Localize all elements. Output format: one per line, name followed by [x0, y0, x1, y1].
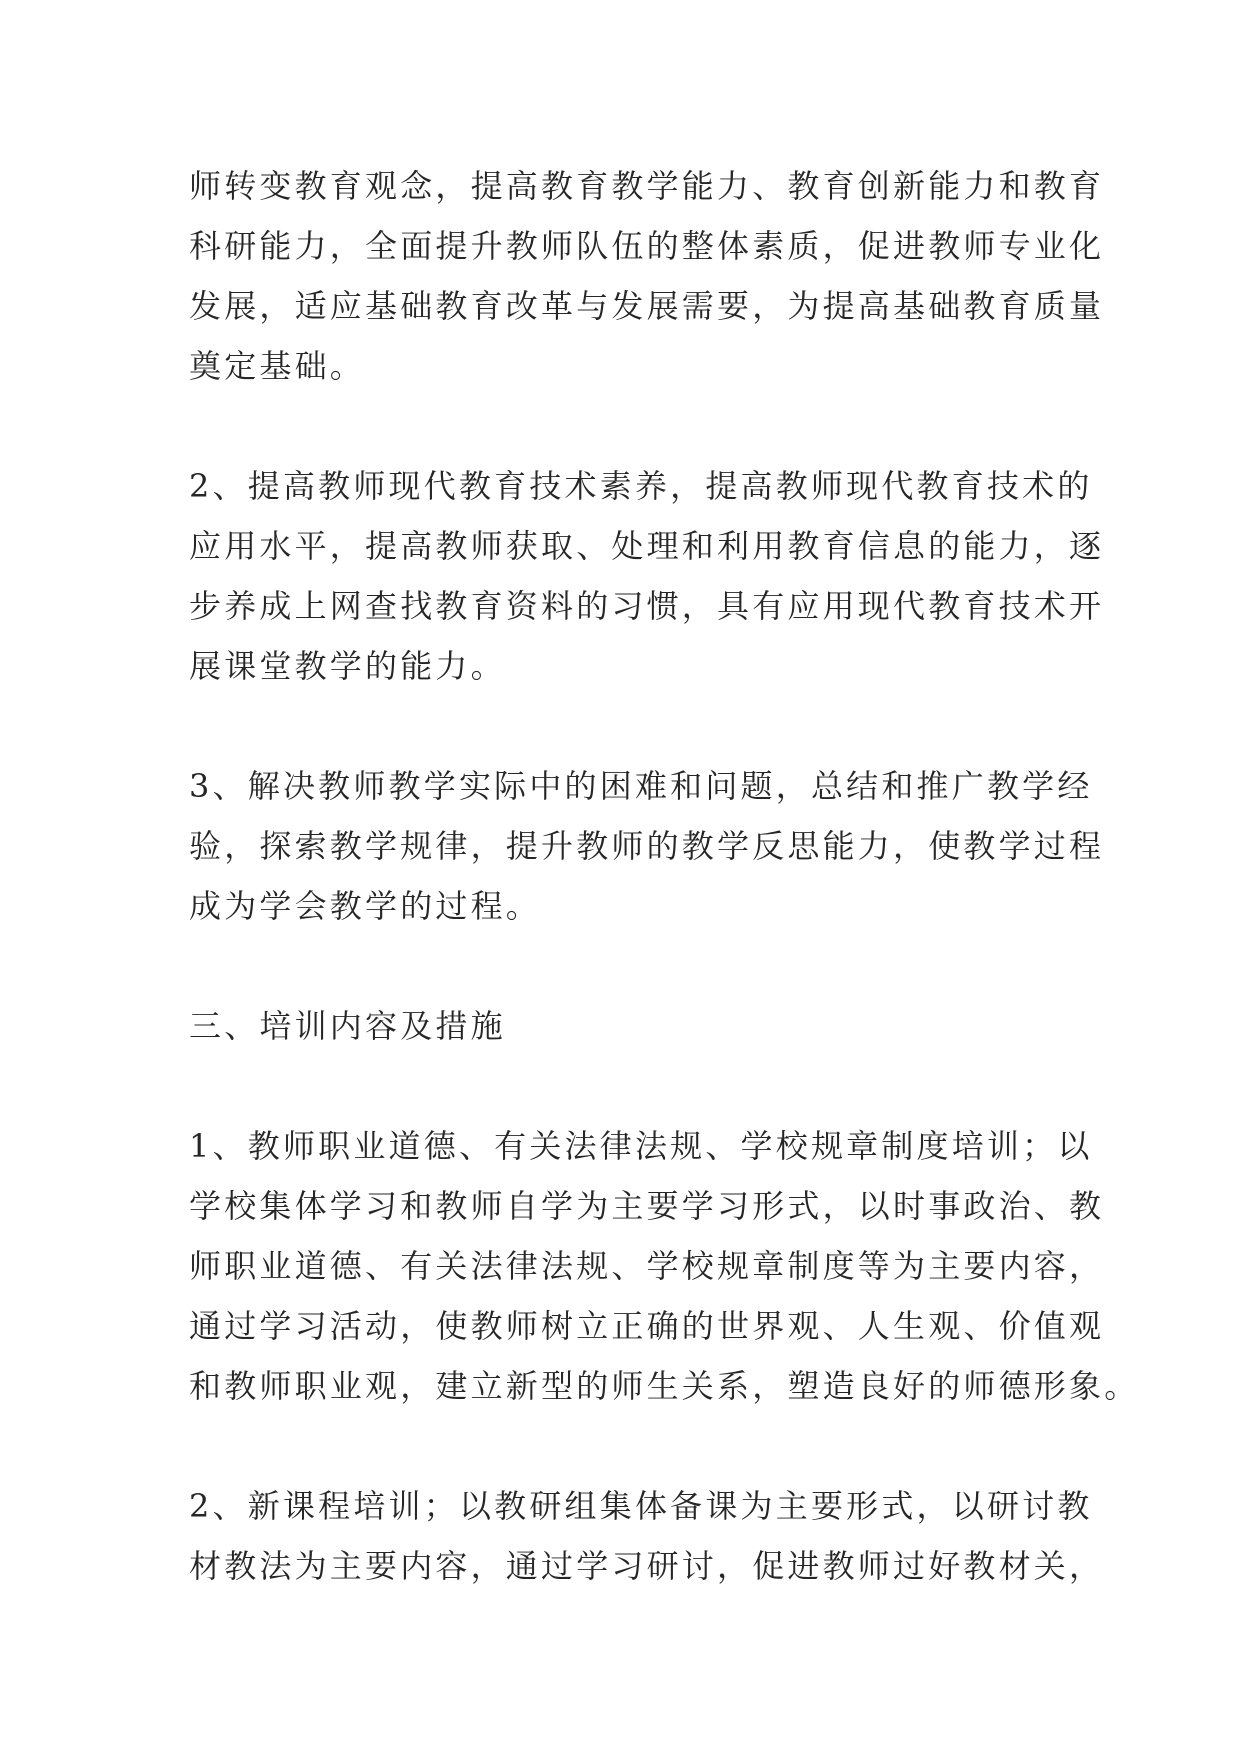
paragraph-spacer [189, 696, 1059, 756]
paragraph-spacer [189, 396, 1059, 456]
paragraph-goal-continuation [189, 156, 1105, 396]
text-line: 2、新课程培训；以教研组集体备课为主要形式，以研讨教 [189, 1487, 1093, 1525]
text-line: 1、教师职业道德、有关法律法规、学校规章制度培训；以 [189, 1127, 1093, 1165]
paragraph-spacer [189, 1416, 1059, 1476]
text-line: 奠定基础。 [189, 347, 366, 385]
text-line: 2、提高教师现代教育技术素养，提高教师现代教育技术的 [189, 467, 1093, 505]
text-line: 和教师职业观，建立新型的师生关系，塑造良好的师德形象。 [189, 1367, 1140, 1405]
paragraph-measure-2 [189, 1476, 1105, 1596]
paragraph-goal-3 [189, 756, 1105, 936]
text-line: 3、解决教师教学实际中的困难和问题，总结和推广教学经 [189, 767, 1093, 805]
text-line: 师转变教育观念，提高教育教学能力、教育创新能力和教育 [189, 167, 1105, 205]
text-line: 应用水平，提高教师获取、处理和利用教育信息的能力，逐 [189, 527, 1105, 565]
section-heading-text: 三、培训内容及措施 [189, 1007, 506, 1045]
section-heading [189, 996, 1059, 1056]
text-line: 发展，适应基础教育改革与发展需要，为提高基础教育质量 [189, 287, 1105, 325]
text-line: 师职业道德、有关法律法规、学校规章制度等为主要内容， [189, 1247, 1105, 1285]
paragraph-measure-1 [189, 1116, 1140, 1416]
text-line: 通过学习活动，使教师树立正确的世界观、人生观、价值观 [189, 1307, 1105, 1345]
text-line: 材教法为主要内容，通过学习研讨，促进教师过好教材关， [189, 1547, 1105, 1585]
text-line: 科研能力，全面提升教师队伍的整体素质，促进教师专业化 [189, 227, 1105, 265]
text-line: 学校集体学习和教师自学为主要学习形式，以时事政治、教 [189, 1187, 1105, 1225]
paragraph-spacer [189, 936, 1059, 996]
text-line: 成为学会教学的过程。 [189, 887, 542, 925]
text-line: 展课堂教学的能力。 [189, 647, 506, 685]
document-body [189, 156, 1140, 1596]
paragraph-goal-2 [189, 456, 1105, 696]
paragraph-spacer [189, 1056, 1059, 1116]
text-line: 验，探索教学规律，提升教师的教学反思能力，使教学过程 [189, 827, 1105, 865]
text-line: 步养成上网查找教育资料的习惯，具有应用现代教育技术开 [189, 587, 1105, 625]
